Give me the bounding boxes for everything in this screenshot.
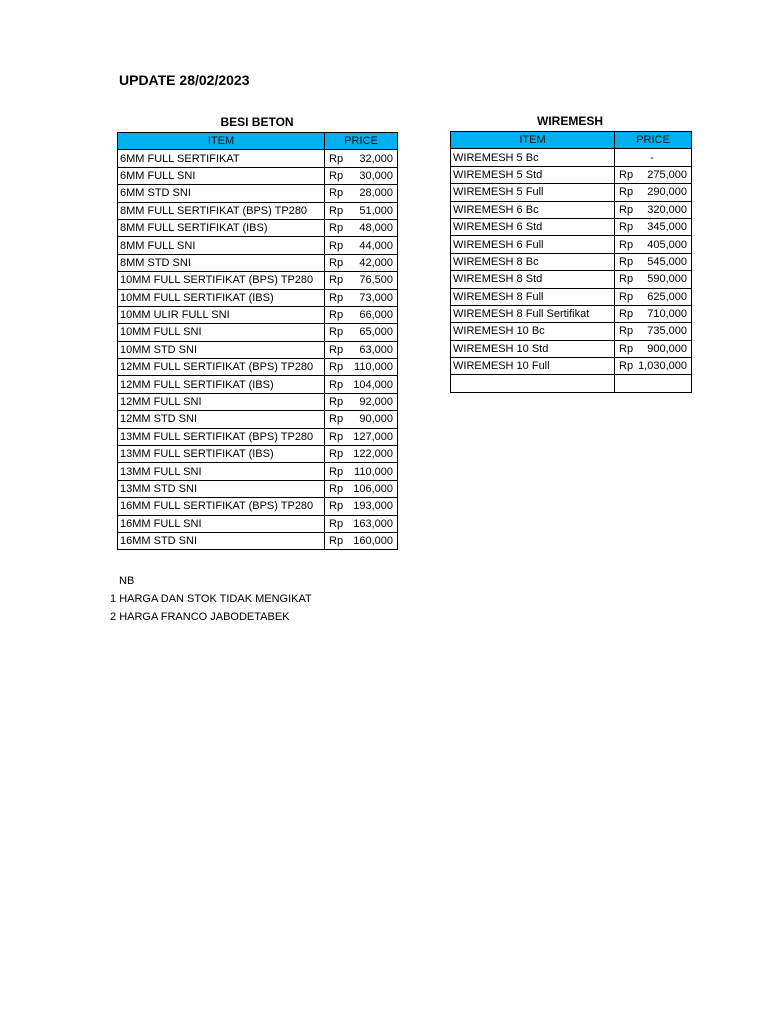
price-cell bbox=[325, 324, 398, 341]
price-value: 275,000 bbox=[647, 168, 687, 181]
price-cell bbox=[615, 236, 692, 253]
price-column-header: PRICE bbox=[615, 132, 692, 149]
table-row bbox=[118, 341, 398, 358]
price-cell bbox=[615, 149, 692, 166]
item-cell: 8MM FULL SERTIFIKAT (IBS) bbox=[118, 219, 325, 236]
price-value: 30,000 bbox=[359, 169, 393, 182]
price-value: 66,000 bbox=[359, 309, 393, 322]
price-wrapper bbox=[617, 341, 689, 357]
table-row bbox=[451, 201, 692, 218]
price-cell bbox=[325, 167, 398, 184]
table-row bbox=[451, 375, 692, 392]
item-cell: WIREMESH 8 Full bbox=[451, 288, 615, 305]
price-value: 104,000 bbox=[353, 378, 393, 391]
price-value: - bbox=[650, 151, 654, 164]
item-cell: 12MM FULL SNI bbox=[118, 393, 325, 410]
item-cell: 16MM FULL SERTIFIKAT (BPS) TP280 bbox=[118, 498, 325, 515]
table-row bbox=[118, 237, 398, 254]
currency-label: Rp bbox=[329, 187, 344, 200]
currency-label: Rp bbox=[329, 448, 344, 461]
price-cell bbox=[615, 201, 692, 218]
item-cell: WIREMESH 8 Bc bbox=[451, 253, 615, 270]
price-value: 1,030,000 bbox=[638, 360, 687, 373]
price-cell bbox=[325, 306, 398, 323]
price-cell bbox=[325, 463, 398, 480]
price-value: 90,000 bbox=[359, 413, 393, 426]
currency-label: Rp bbox=[329, 169, 344, 182]
table-row bbox=[118, 463, 398, 480]
table-row bbox=[118, 498, 398, 515]
price-cell bbox=[325, 393, 398, 410]
table-row bbox=[451, 288, 692, 305]
price-wrapper bbox=[327, 203, 395, 219]
price-cell bbox=[615, 271, 692, 288]
note-number: 1 bbox=[110, 593, 117, 605]
table-header-row bbox=[451, 132, 692, 149]
item-cell: WIREMESH 5 Full bbox=[451, 184, 615, 201]
currency-label: Rp bbox=[329, 309, 344, 322]
price-cell bbox=[325, 202, 398, 219]
currency-label: Rp bbox=[619, 360, 634, 373]
note-item bbox=[110, 608, 312, 626]
price-column-header: PRICE bbox=[325, 133, 398, 150]
besi-beton-table bbox=[117, 132, 398, 550]
price-value: 545,000 bbox=[647, 255, 687, 268]
item-cell: WIREMESH 6 Std bbox=[451, 218, 615, 235]
item-cell: 13MM FULL SERTIFIKAT (IBS) bbox=[118, 446, 325, 463]
item-cell: 10MM FULL SERTIFIKAT (IBS) bbox=[118, 289, 325, 306]
item-cell: 13MM FULL SNI bbox=[118, 463, 325, 480]
price-value: 160,000 bbox=[353, 535, 393, 548]
table-row bbox=[118, 324, 398, 341]
currency-label: Rp bbox=[329, 517, 344, 530]
table-row bbox=[118, 393, 398, 410]
price-wrapper bbox=[327, 516, 395, 532]
currency-label: Rp bbox=[619, 325, 634, 338]
price-wrapper bbox=[617, 237, 689, 253]
price-cell bbox=[325, 376, 398, 393]
currency-label: Rp bbox=[619, 342, 634, 355]
table-row bbox=[118, 428, 398, 445]
price-value: 122,000 bbox=[353, 448, 393, 461]
price-wrapper bbox=[617, 289, 689, 305]
price-cell bbox=[615, 340, 692, 357]
price-cell bbox=[615, 375, 692, 392]
price-wrapper bbox=[617, 167, 689, 183]
currency-label: Rp bbox=[329, 291, 344, 304]
item-cell: 6MM FULL SNI bbox=[118, 167, 325, 184]
price-cell bbox=[325, 185, 398, 202]
table-row bbox=[451, 218, 692, 235]
price-cell bbox=[325, 532, 398, 549]
item-cell: WIREMESH 6 Full bbox=[451, 236, 615, 253]
price-value: 290,000 bbox=[647, 186, 687, 199]
price-value: 106,000 bbox=[353, 483, 393, 495]
price-cell bbox=[325, 359, 398, 376]
currency-label: Rp bbox=[329, 535, 344, 548]
price-value: 163,000 bbox=[353, 517, 393, 530]
price-cell bbox=[615, 323, 692, 340]
table-row bbox=[451, 184, 692, 201]
price-wrapper bbox=[327, 307, 395, 323]
table-row bbox=[451, 340, 692, 357]
price-wrapper bbox=[327, 446, 395, 462]
currency-label: Rp bbox=[329, 222, 344, 235]
notes bbox=[110, 572, 312, 626]
price-wrapper bbox=[327, 411, 395, 427]
table-row bbox=[118, 446, 398, 463]
price-cell bbox=[325, 515, 398, 532]
table-row bbox=[118, 150, 398, 167]
currency-label: Rp bbox=[329, 361, 344, 374]
price-cell bbox=[615, 358, 692, 375]
item-cell: WIREMESH 6 Bc bbox=[451, 201, 615, 218]
price-value: 710,000 bbox=[647, 308, 687, 321]
item-cell: WIREMESH 10 Std bbox=[451, 340, 615, 357]
item-cell: 6MM FULL SERTIFIKAT bbox=[118, 150, 325, 167]
table-row bbox=[451, 305, 692, 322]
besi-beton-title: BESI BETON bbox=[220, 115, 294, 129]
item-cell: WIREMESH 8 Full Sertifikat bbox=[451, 305, 615, 322]
price-wrapper bbox=[617, 202, 689, 218]
wiremesh-table bbox=[450, 131, 692, 393]
price-wrapper bbox=[327, 429, 395, 445]
item-cell: 6MM STD SNI bbox=[118, 185, 325, 202]
table-row bbox=[118, 185, 398, 202]
price-value: 590,000 bbox=[647, 273, 687, 286]
price-value: 44,000 bbox=[359, 239, 393, 252]
table-row bbox=[451, 253, 692, 270]
price-wrapper bbox=[327, 168, 395, 184]
currency-label: Rp bbox=[619, 168, 634, 181]
item-cell: WIREMESH 10 Full bbox=[451, 358, 615, 375]
currency-label: Rp bbox=[329, 465, 344, 478]
update-title: UPDATE 28/02/2023 bbox=[119, 72, 250, 88]
price-value: 405,000 bbox=[647, 238, 687, 251]
price-value: 193,000 bbox=[353, 500, 393, 513]
price-value: 625,000 bbox=[647, 290, 687, 303]
price-wrapper bbox=[327, 394, 395, 410]
table-row bbox=[118, 167, 398, 184]
price-cell bbox=[615, 166, 692, 183]
price-value: 900,000 bbox=[647, 342, 687, 355]
table-header-row bbox=[118, 133, 398, 150]
currency-label: Rp bbox=[329, 204, 344, 217]
currency-label: Rp bbox=[329, 239, 344, 252]
price-wrapper bbox=[327, 377, 395, 393]
currency-label: Rp bbox=[329, 256, 344, 269]
currency-label: Rp bbox=[329, 378, 344, 391]
price-cell bbox=[325, 219, 398, 236]
price-wrapper bbox=[327, 255, 395, 271]
price-value: 48,000 bbox=[359, 222, 393, 235]
price-cell bbox=[615, 305, 692, 322]
price-wrapper bbox=[327, 238, 395, 254]
price-value: 92,000 bbox=[359, 396, 393, 409]
currency-label: Rp bbox=[619, 290, 634, 303]
note-text: HARGA DAN STOK TIDAK MENGIKAT bbox=[119, 593, 312, 605]
price-wrapper bbox=[327, 324, 395, 340]
price-value: 735,000 bbox=[647, 325, 687, 338]
currency-label: Rp bbox=[619, 255, 634, 268]
currency-label: Rp bbox=[329, 413, 344, 426]
price-wrapper bbox=[327, 342, 395, 358]
item-cell: 13MM STD SNI bbox=[118, 480, 325, 497]
price-wrapper bbox=[327, 290, 395, 306]
item-cell: 12MM STD SNI bbox=[118, 411, 325, 428]
item-cell: 10MM ULIR FULL SNI bbox=[118, 306, 325, 323]
item-cell: 10MM STD SNI bbox=[118, 341, 325, 358]
price-wrapper bbox=[617, 184, 689, 200]
price-wrapper bbox=[617, 219, 689, 235]
price-cell bbox=[615, 288, 692, 305]
price-cell bbox=[325, 341, 398, 358]
item-cell: 8MM STD SNI bbox=[118, 254, 325, 271]
table-row bbox=[451, 166, 692, 183]
price-cell bbox=[325, 150, 398, 167]
currency-label: Rp bbox=[619, 186, 634, 199]
table-row bbox=[118, 254, 398, 271]
price-wrapper bbox=[617, 254, 689, 270]
price-value: 28,000 bbox=[359, 187, 393, 200]
price-wrapper bbox=[327, 151, 395, 167]
wiremesh-title: WIREMESH bbox=[537, 114, 603, 128]
table-row bbox=[118, 202, 398, 219]
item-column-header: ITEM bbox=[451, 132, 615, 149]
currency-label: Rp bbox=[329, 396, 344, 409]
table-row bbox=[118, 272, 398, 289]
price-cell bbox=[325, 254, 398, 271]
table-row bbox=[118, 289, 398, 306]
price-cell bbox=[615, 253, 692, 270]
price-cell bbox=[325, 480, 398, 497]
price-value: 65,000 bbox=[359, 326, 393, 339]
price-cell bbox=[325, 289, 398, 306]
price-cell bbox=[325, 446, 398, 463]
item-cell: WIREMESH 8 Std bbox=[451, 271, 615, 288]
table-row bbox=[451, 149, 692, 166]
currency-label: Rp bbox=[619, 308, 634, 321]
price-value: 110,000 bbox=[354, 361, 393, 374]
note-item bbox=[110, 590, 312, 608]
price-wrapper bbox=[327, 272, 395, 288]
price-wrapper bbox=[327, 185, 395, 201]
price-wrapper bbox=[617, 150, 689, 166]
price-wrapper bbox=[617, 271, 689, 287]
price-value: 51,000 bbox=[359, 204, 393, 217]
note-number: 2 bbox=[110, 611, 117, 623]
item-cell: WIREMESH 5 Std bbox=[451, 166, 615, 183]
table-row bbox=[451, 271, 692, 288]
item-cell: 12MM FULL SERTIFIKAT (BPS) TP280 bbox=[118, 359, 325, 376]
price-wrapper bbox=[617, 323, 689, 339]
price-wrapper bbox=[327, 498, 395, 514]
currency-label: Rp bbox=[619, 221, 634, 234]
item-cell: 13MM FULL SERTIFIKAT (BPS) TP280 bbox=[118, 428, 325, 445]
item-cell: WIREMESH 5 Bc bbox=[451, 149, 615, 166]
item-cell: 16MM FULL SNI bbox=[118, 515, 325, 532]
table-row bbox=[118, 306, 398, 323]
price-wrapper bbox=[327, 359, 395, 375]
table-row bbox=[118, 515, 398, 532]
currency-label: Rp bbox=[329, 430, 344, 443]
item-cell: 10MM FULL SNI bbox=[118, 324, 325, 341]
price-wrapper bbox=[617, 358, 689, 374]
item-cell: 10MM FULL SERTIFIKAT (BPS) TP280 bbox=[118, 272, 325, 289]
price-cell bbox=[325, 498, 398, 515]
item-cell: WIREMESH 10 Bc bbox=[451, 323, 615, 340]
table-row bbox=[451, 358, 692, 375]
item-cell: 12MM FULL SERTIFIKAT (IBS) bbox=[118, 376, 325, 393]
price-cell bbox=[325, 411, 398, 428]
currency-label: Rp bbox=[329, 500, 344, 513]
currency-label: Rp bbox=[619, 203, 634, 216]
note-text: HARGA FRANCO JABODETABEK bbox=[119, 611, 290, 623]
table-row bbox=[118, 480, 398, 497]
item-column-header: ITEM bbox=[118, 133, 325, 150]
price-value: 32,000 bbox=[359, 152, 393, 165]
price-cell bbox=[325, 272, 398, 289]
price-value: 73,000 bbox=[359, 291, 393, 304]
table-row bbox=[118, 411, 398, 428]
price-value: 320,000 bbox=[647, 203, 687, 216]
currency-label: Rp bbox=[619, 273, 634, 286]
price-wrapper bbox=[327, 464, 395, 480]
item-cell: 8MM FULL SERTIFIKAT (BPS) TP280 bbox=[118, 202, 325, 219]
currency-label: Rp bbox=[619, 238, 634, 251]
table-row bbox=[451, 236, 692, 253]
price-cell bbox=[615, 218, 692, 235]
price-wrapper bbox=[327, 533, 395, 549]
table-row bbox=[118, 219, 398, 236]
price-cell bbox=[325, 237, 398, 254]
item-cell: 16MM STD SNI bbox=[118, 532, 325, 549]
table-row bbox=[118, 359, 398, 376]
table-row bbox=[118, 376, 398, 393]
price-wrapper bbox=[327, 481, 395, 497]
item-cell bbox=[451, 375, 615, 392]
currency-label: Rp bbox=[329, 152, 344, 165]
currency-label: Rp bbox=[329, 343, 344, 356]
item-cell: 8MM FULL SNI bbox=[118, 237, 325, 254]
price-value: 345,000 bbox=[647, 221, 687, 234]
currency-label: Rp bbox=[329, 483, 344, 495]
price-value: 63,000 bbox=[359, 343, 393, 356]
price-cell bbox=[325, 428, 398, 445]
price-wrapper bbox=[327, 220, 395, 236]
currency-label: Rp bbox=[329, 274, 344, 287]
table-row bbox=[451, 323, 692, 340]
table-row bbox=[118, 532, 398, 549]
price-value: 42,000 bbox=[359, 256, 393, 269]
price-value: 110,000 bbox=[354, 465, 393, 478]
price-cell bbox=[615, 184, 692, 201]
price-wrapper bbox=[617, 306, 689, 322]
price-value: 76,500 bbox=[359, 274, 393, 287]
currency-label: Rp bbox=[329, 326, 344, 339]
price-value: 127,000 bbox=[353, 430, 393, 443]
notes-label: NB bbox=[119, 575, 135, 587]
